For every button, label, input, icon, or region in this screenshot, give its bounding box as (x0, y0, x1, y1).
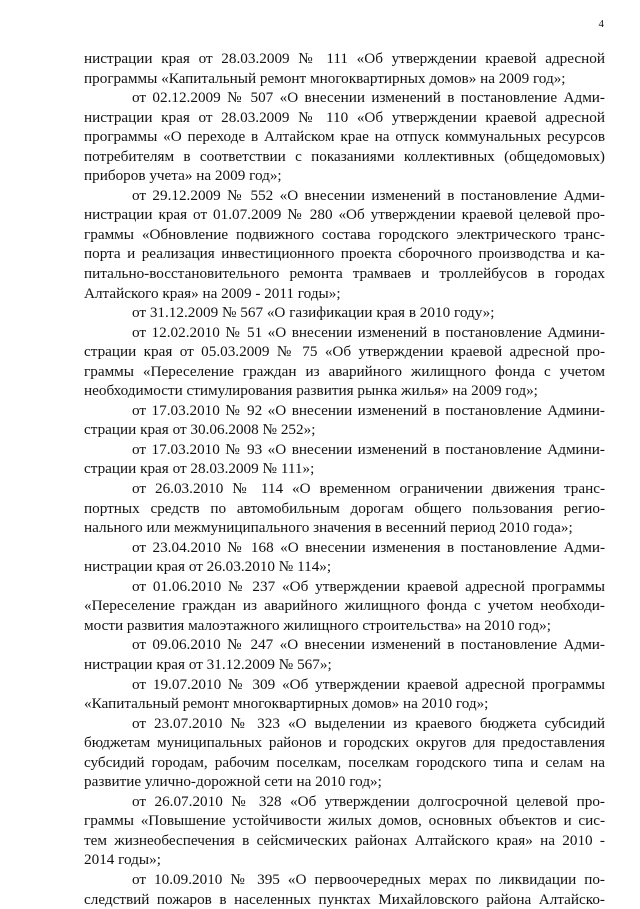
text-line: страции края от 05.03.2009 № 75 «Об утверждении краевой адресной про- (84, 343, 605, 361)
text-line: от 09.06.2010 № 247 «О внесении изменений в постановление Адми- (132, 636, 605, 654)
text-line: Алтайского края» на 2009 - 2011 годы»; (84, 284, 341, 302)
text-line: от 23.07.2010 № 323 «О выделении из краевого бюджета субсидий (132, 714, 605, 732)
text-line: от 12.02.2010 № 51 «О внесении изменений в постановление Админи- (132, 323, 605, 341)
text-line: граммы «Обновление подвижного состава городского электрического транс- (84, 225, 605, 243)
document-body (84, 49, 605, 909)
text-line: нистрации края от 26.03.2010 № 114»; (84, 558, 332, 576)
text-line: «Переселение граждан из аварийного жилищного фонда с учетом необходи- (84, 597, 605, 615)
text-line: от 26.07.2010 № 328 «Об утверждении долгосрочной целевой про- (132, 792, 605, 810)
text-line: нистрации края от 28.03.2009 № 111 «Об утверждении краевой адресной (84, 50, 605, 67)
text-line: субсидий городам, рабочим поселкам, поселкам городского типа и селам на (84, 753, 605, 771)
text-line: порта и реализация инвестиционного проекта сборочного производства и ка- (84, 245, 605, 263)
text-line: тем жизнеобеспечения в сейсмических районах Алтайского края» на 2010 - (84, 831, 605, 849)
text-line: нистрации края от 31.12.2009 № 567»; (84, 655, 332, 673)
text-line: от 19.07.2010 № 309 «Об утверждении краевой адресной программы (132, 675, 605, 693)
text-line: от 26.03.2010 № 114 «О временном ограничении движения транс- (132, 480, 605, 498)
text-line: программы «Капитальный ремонт многоквартирных домов» на 2009 год»; (84, 69, 566, 87)
text-line: развитие улично-дорожной сети на 2010 год»; (84, 773, 382, 791)
text-line: страции края от 28.03.2009 № 111»; (84, 460, 315, 478)
text-line: нистрации края от 28.03.2009 № 110 «Об утверждении краевой адресной (84, 108, 605, 126)
text-line: от 17.03.2010 № 92 «О внесении изменений в постановление Админи- (132, 401, 605, 419)
text-line: мости развития малоэтажного жилищного строительства» на 2010 год»; (84, 616, 551, 634)
text-line: потребителям в соответствии с показаниями коллективных (общедомовых) (84, 147, 605, 165)
text-line: от 01.06.2010 № 237 «Об утверждении краевой адресной программы (132, 577, 605, 595)
text-line: 2014 годы»; (84, 851, 161, 869)
text-line: страции края от 30.06.2008 № 252»; (84, 421, 316, 439)
text-line: приборов учета» на 2009 год»; (84, 167, 282, 185)
text-line: от 17.03.2010 № 93 «О внесении изменений в постановление Админи- (132, 440, 605, 458)
text-line: программы «О переходе в Алтайском крае на отпуск коммунальных ресурсов (84, 128, 605, 146)
text-line: бюджетам муниципальных районов и городских округов для предоставления (84, 734, 605, 752)
page-number: 4 (598, 18, 604, 30)
text-line: от 29.12.2009 № 552 «О внесении изменений в постановление Адми- (132, 186, 605, 204)
text-line: граммы «Переселение граждан из аварийного жилищного фонда с учетом (84, 362, 605, 380)
text-line: питально-восстановительного ремонта трамваев и троллейбусов в городах (84, 265, 605, 283)
text-line: нистрации края от 01.07.2009 № 280 «Об утверждении краевой целевой про- (84, 206, 605, 224)
text-line: от 02.12.2009 № 507 «О внесении изменений в постановление Адми- (132, 89, 605, 107)
text-line: от 31.12.2009 № 567 «О газификации края в 2010 году»; (132, 304, 495, 322)
text-line: от 10.09.2010 № 395 «О первоочередных мерах по ликвидации по- (132, 870, 605, 888)
text-line: нального или межмуниципального значения в весенний период 2010 года»; (84, 519, 573, 537)
text-line: граммы «Повышение устойчивости жилых домов, основных объектов и сис- (84, 812, 605, 830)
text-line: от 23.04.2010 № 168 «О внесении изменения в постановление Адми- (132, 538, 605, 556)
text-line: портных средств по автомобильным дорогам общего пользования регио- (84, 499, 605, 517)
text-line: следствий пожаров в населенных пунктах Михайловского района Алтайско- (84, 890, 605, 908)
text-line: «Капитальный ремонт многоквартирных домов» на 2010 год»; (84, 695, 489, 713)
text-line: необходимости стимулирования развития рынка жилья» на 2009 год»; (84, 382, 538, 400)
